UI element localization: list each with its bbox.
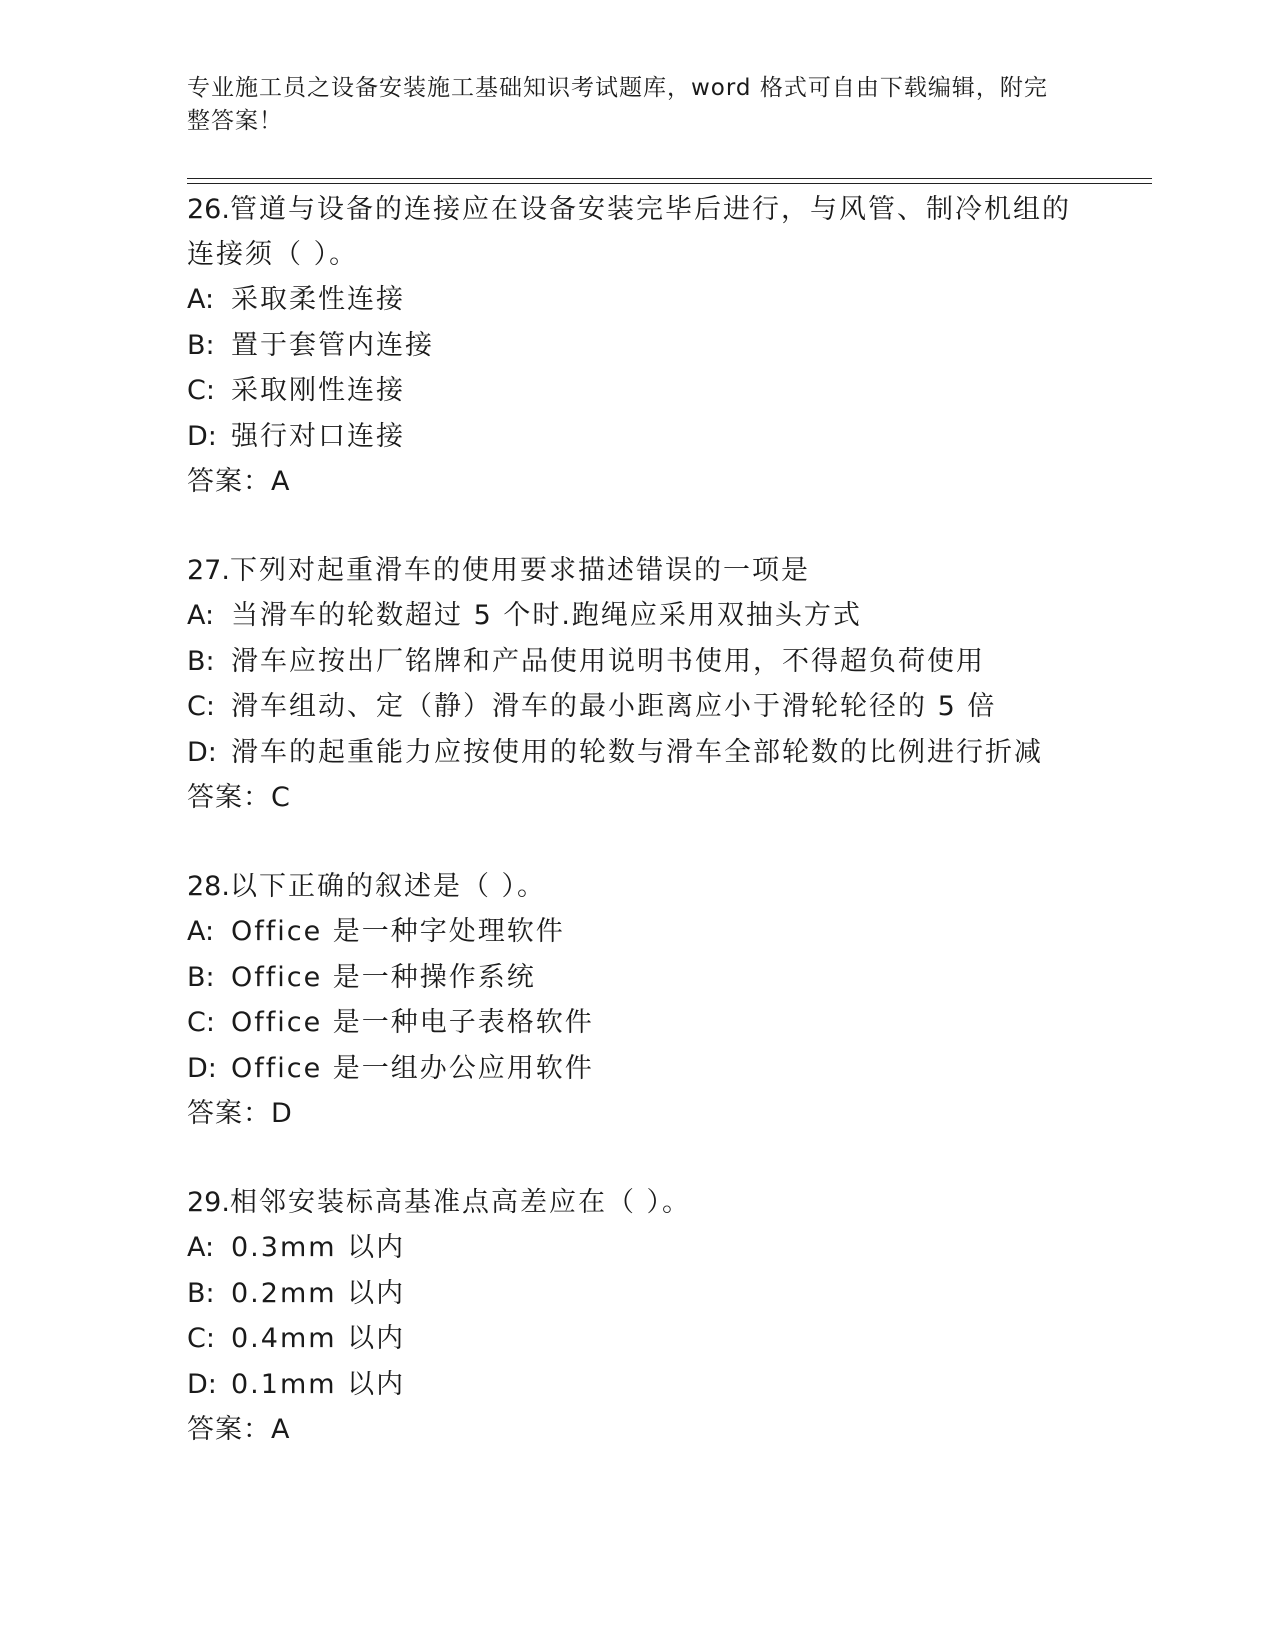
option-letter: C: [187,375,215,406]
option-b [187,1271,1147,1317]
option-letter: D: [187,420,217,452]
option-letter: C: [187,691,215,722]
document-header: 专业施工员之设备安装施工基础知识考试题库，word 格式可自由下载编辑，附完整答案！ [187,75,1048,134]
answer-line [187,775,1147,820]
question-text: 相邻安装标高基准点高差应在（ ）。 [229,1187,692,1218]
answer-line [187,1091,1147,1136]
answer-label: 答案： [187,1098,271,1129]
answer-line [187,1407,1147,1452]
option-letter: A: [187,1232,215,1263]
option-text: 0.2mm 以内 [231,1277,406,1309]
option-letter: D: [187,736,217,768]
option-text: Office 是一种字处理软件 [231,916,565,947]
option-text: Office 是一种电子表格软件 [231,1007,594,1038]
answer-label: 答案： [187,782,271,813]
option-letter: D: [187,1368,217,1400]
option-b [187,639,1147,685]
option-text: 当滑车的轮数超过 5 个时.跑绳应采用双抽头方式 [231,600,862,631]
option-c [187,1316,1147,1362]
answer-value: D [271,1098,293,1129]
question-27 [187,548,1147,820]
option-d [187,1046,1147,1092]
question-number: 28. [187,871,230,902]
option-text: Office 是一种操作系统 [231,961,536,993]
option-letter: C: [187,1323,215,1354]
option-letter: B: [187,329,215,361]
option-letter: B: [187,1277,215,1309]
option-a [187,277,1147,323]
option-c [187,368,1147,414]
question-stem [187,548,1087,593]
question-number: 26. [187,194,230,225]
option-text: 滑车的起重能力应按使用的轮数与滑车全部轮数的比例进行折减 [231,736,1043,768]
question-28 [187,864,1147,1136]
option-text: Office 是一组办公应用软件 [231,1052,594,1084]
question-text: 管道与设备的连接应在设备安装完毕后进行，与风管、制冷机组的连接须（ ）。 [187,194,1071,270]
option-text: 强行对口连接 [231,420,405,452]
option-d [187,1362,1147,1408]
question-text: 以下正确的叙述是（ ）。 [229,871,547,902]
question-26 [187,187,1147,504]
option-a [187,909,1147,955]
question-stem [187,1180,1087,1225]
question-stem [187,187,1087,277]
question-stem [187,864,1087,909]
option-b [187,323,1147,369]
option-text: 0.3mm 以内 [231,1232,406,1263]
option-text: 0.1mm 以内 [231,1368,406,1400]
header-divider-top [187,178,1152,179]
question-text: 下列对起重滑车的使用要求描述错误的一项是 [229,555,810,586]
option-d [187,730,1147,776]
answer-value: A [271,466,291,497]
answer-line [187,459,1147,504]
option-text: 采取柔性连接 [231,284,405,315]
option-text: 置于套管内连接 [231,329,434,361]
header-divider-bottom [187,183,1152,184]
option-a [187,1225,1147,1271]
option-letter: A: [187,916,215,947]
option-c [187,1000,1147,1046]
option-a [187,593,1147,639]
option-letter: B: [187,645,215,677]
option-text: 采取刚性连接 [231,375,405,406]
option-text: 滑车应按出厂铭牌和产品使用说明书使用，不得超负荷使用 [231,645,985,677]
answer-label: 答案： [187,1414,271,1445]
option-d [187,414,1147,460]
question-number: 27. [187,555,230,586]
question-number: 29. [187,1187,230,1218]
option-text: 0.4mm 以内 [231,1323,406,1354]
option-text: 滑车组动、定（静）滑车的最小距离应小于滑轮轮径的 5 倍 [231,691,997,722]
answer-label: 答案： [187,466,271,497]
option-letter: A: [187,600,215,631]
question-list [187,187,1147,1496]
answer-value: A [271,1414,291,1445]
option-letter: D: [187,1052,217,1084]
option-c [187,684,1147,730]
option-b [187,955,1147,1001]
option-letter: A: [187,284,215,315]
option-letter: C: [187,1007,215,1038]
answer-value: C [271,782,291,813]
question-29 [187,1180,1147,1452]
option-letter: B: [187,961,215,993]
